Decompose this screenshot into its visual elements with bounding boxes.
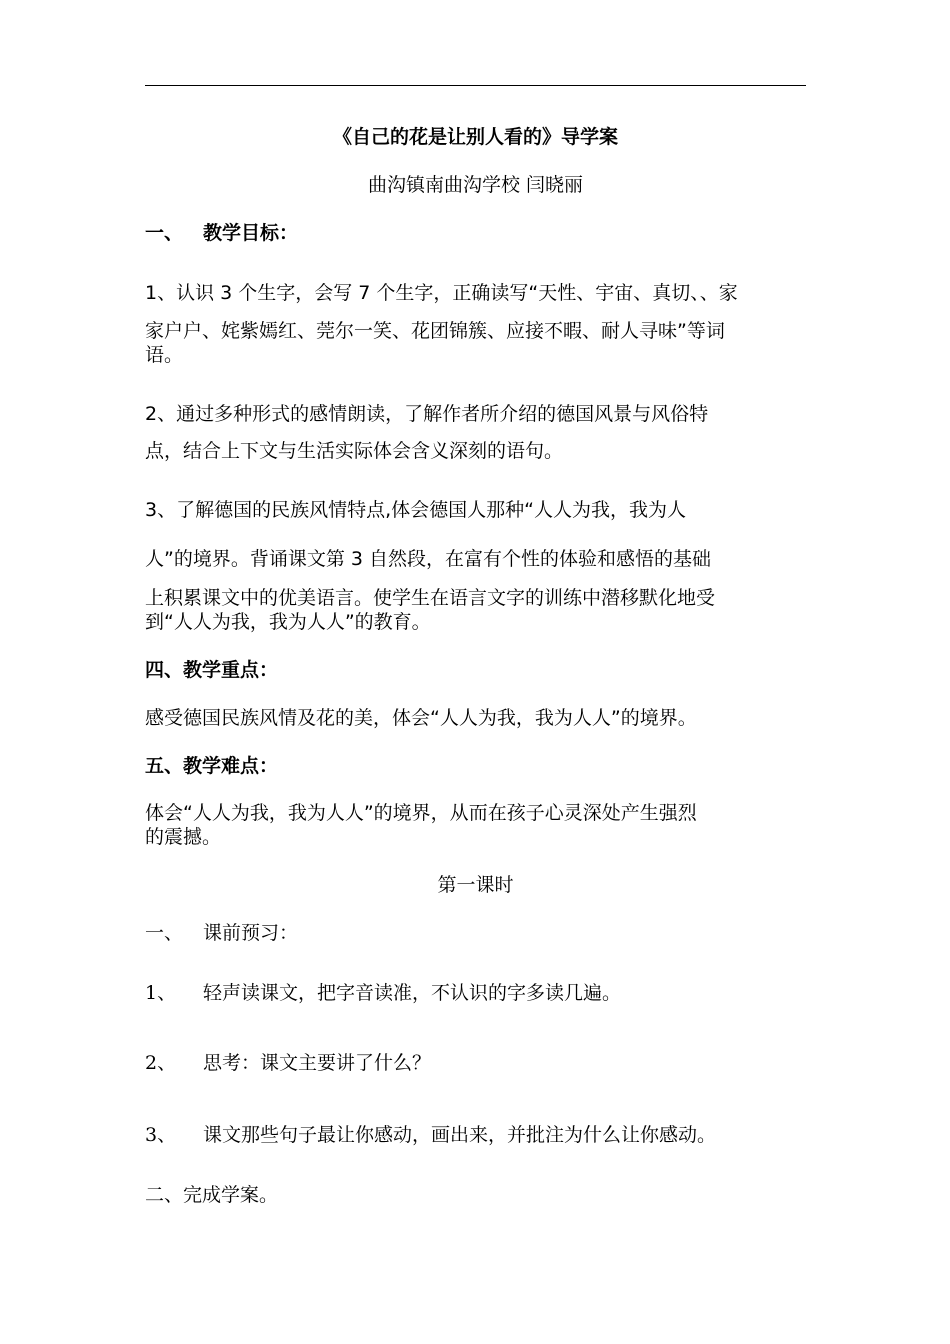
section-5-heading: 五、教学难点：: [145, 755, 279, 777]
section-1-heading: [145, 220, 806, 246]
preview-heading: [145, 920, 806, 946]
preview-item: [145, 1122, 806, 1148]
goal-1-line-2: 家户户、姹紫嫣红、莞尔一笑、花团锦簇、应接不暇、耐人寻味”等词: [145, 320, 725, 342]
preview-title: 课前预习：: [203, 922, 299, 944]
lesson-title: 第一课时: [437, 874, 514, 896]
preview-item-number: 1、: [145, 982, 177, 1004]
preview-item: [145, 1050, 806, 1076]
section-1-title: 教学目标：: [203, 222, 299, 244]
section-4-heading: 四、教学重点：: [145, 659, 279, 681]
goal-1-line-3: 语。: [145, 344, 184, 366]
goal-3-line-3: 上积累课文中的优美语言。使学生在语言文字的训练中潜移默化地受: [145, 587, 716, 609]
goal-2-line-1: 2、通过多种形式的感情朗读，了解作者所介绍的德国风景与风俗特: [145, 403, 709, 425]
goal-2-line-2: 点，结合上下文与生活实际体会含义深刻的语句。: [145, 440, 564, 462]
preview-item-number: 2、: [145, 1052, 177, 1074]
section-1-number: 一、: [145, 222, 184, 244]
goal-1-line-1: 1、认识 3 个生字，会写 7 个生字，正确读写“天性、宇宙、真切、、家: [145, 282, 738, 304]
preview-item-text: 轻声读课文，把字音读准，不认识的字多读几遍。: [203, 982, 622, 1004]
goal-3-line-4: 到“人人为我，我为人人”的教育。: [145, 611, 431, 633]
goal-3-line-2: 人”的境界。背诵课文第 3 自然段，在富有个性的体验和感悟的基础: [145, 548, 712, 570]
section-5-line-1: 体会“人人为我，我为人人”的境界，从而在孩子心灵深处产生强烈: [145, 802, 697, 824]
complete-worksheet: 二、完成学案。: [145, 1184, 279, 1206]
preview-item-text: 课文那些句子最让你感动，画出来，并批注为什么让你感动。: [203, 1124, 717, 1146]
section-5-line-2: 的震撼。: [145, 826, 222, 848]
preview-item-number: 3、: [145, 1124, 177, 1146]
author-line: 曲沟镇南曲沟学校 闫晓丽: [367, 174, 584, 196]
section-4-text: 感受德国民族风情及花的美，体会“人人为我，我为人人”的境界。: [145, 707, 697, 729]
document-title: 《自己的花是让别人看的》导学案: [332, 126, 618, 148]
header-rule: [145, 85, 806, 86]
goal-3-line-1: 3、了解德国的民族风情特点,体会德国人那种“人人为我，我为人: [145, 499, 686, 521]
preview-item-text: 思考：课文主要讲了什么？: [203, 1052, 432, 1074]
preview-item: [145, 980, 806, 1006]
preview-number: 一、: [145, 922, 184, 944]
